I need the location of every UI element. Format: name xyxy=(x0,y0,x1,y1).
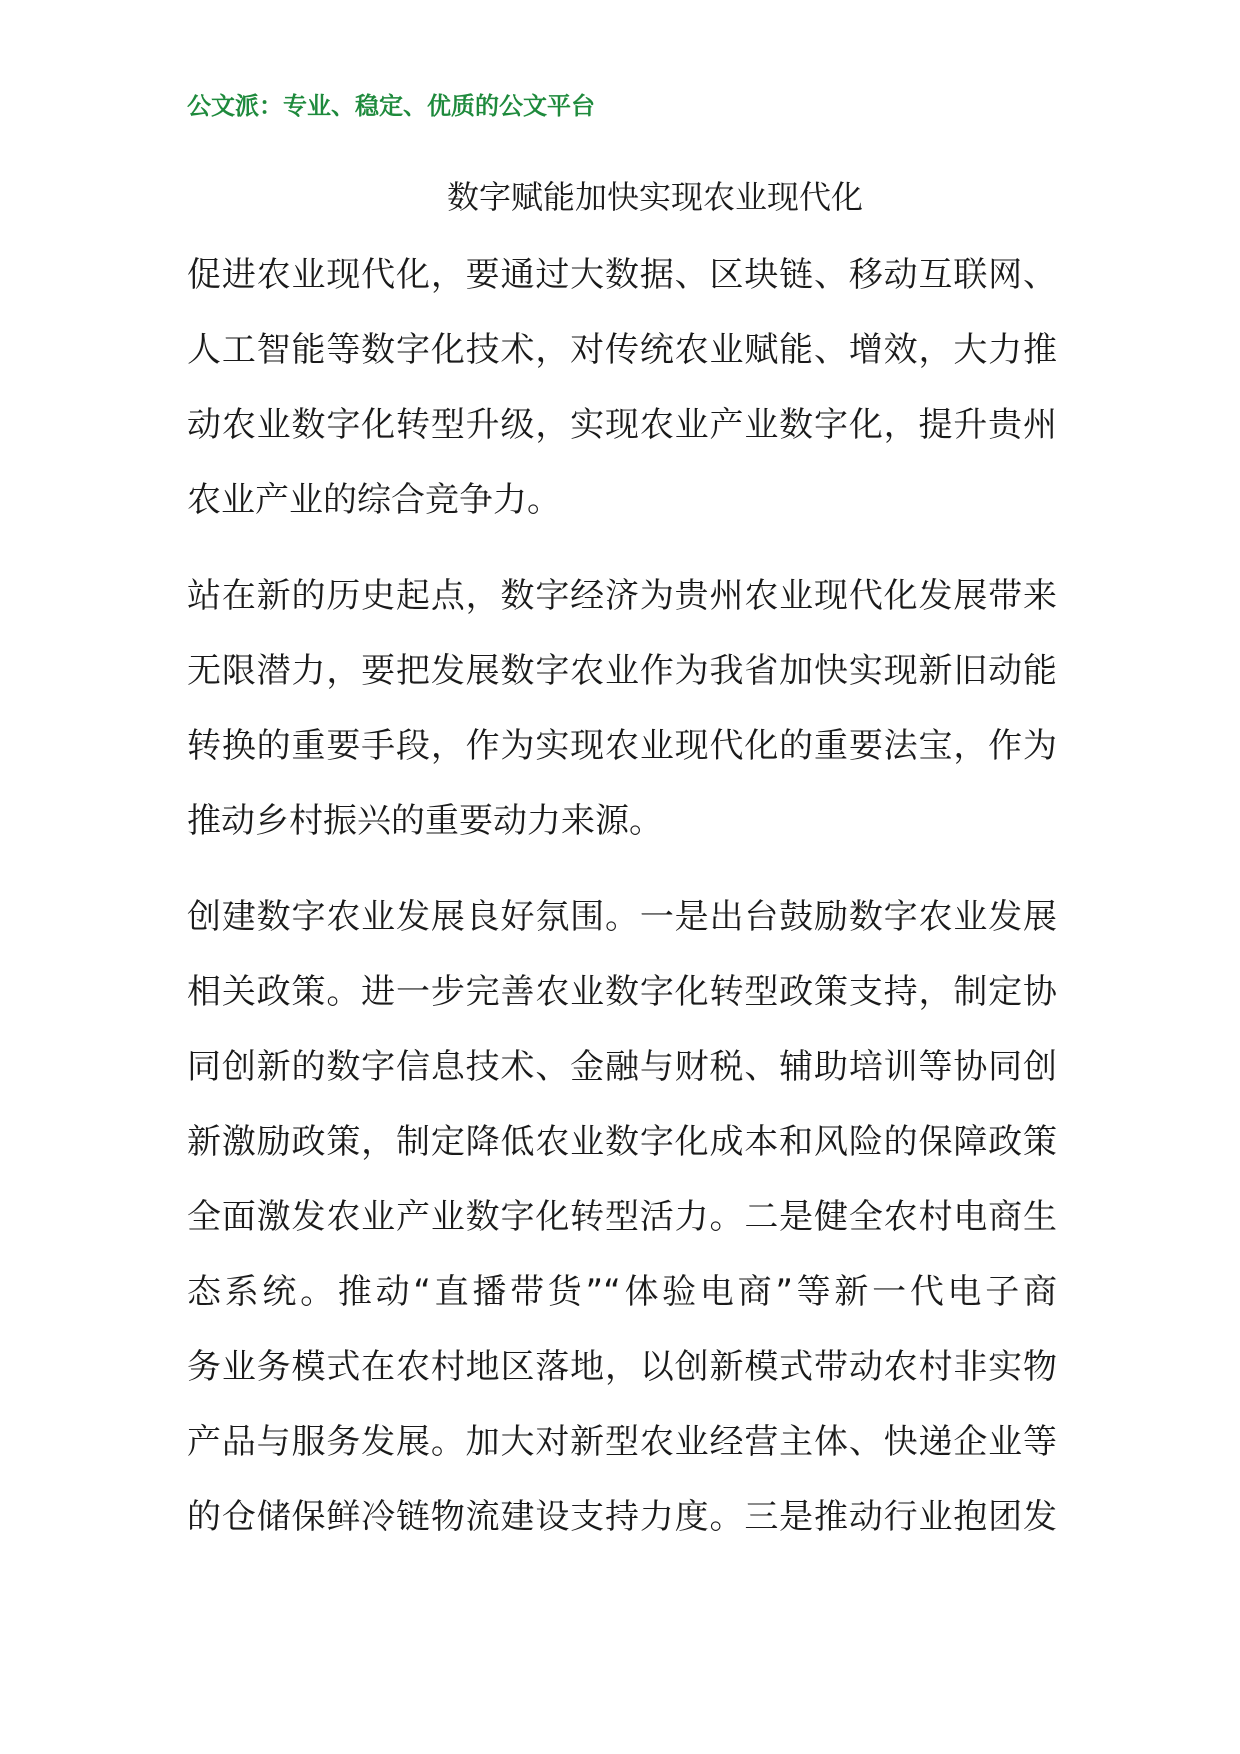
paragraph-line: 农业产业的综合竞争力。 xyxy=(187,480,561,520)
paragraph-line: 人工智能等数字化技术，对传统农业赋能、增效，大力推 xyxy=(187,330,1057,370)
paragraph-line: 创建数字农业发展良好氛围。一是出台鼓励数字农业发展 xyxy=(187,897,1057,937)
document-title: 数字赋能加快实现农业现代化 xyxy=(446,178,863,216)
paragraph-line: 无限潜力，要把发展数字农业作为我省加快实现新旧动能 xyxy=(187,651,1057,691)
paragraph-line: 产品与服务发展。加大对新型农业经营主体、快递企业等 xyxy=(187,1422,1057,1462)
paragraph-line: 同创新的数字信息技术、金融与财税、辅助培训等协同创 xyxy=(187,1047,1057,1087)
paragraph-line: 务业务模式在农村地区落地，以创新模式带动农村非实物 xyxy=(187,1347,1057,1387)
document-body xyxy=(187,238,1057,1576)
paragraph-1 xyxy=(187,238,1057,538)
paragraph-line: 转换的重要手段，作为实现农业现代化的重要法宝，作为 xyxy=(187,726,1057,766)
paragraph-line: 相关政策。进一步完善农业数字化转型政策支持，制定协 xyxy=(187,972,1057,1012)
paragraph-line: 站在新的历史起点，数字经济为贵州农业现代化发展带来 xyxy=(187,576,1057,616)
paragraph-line: 推动乡村振兴的重要动力来源。 xyxy=(187,801,663,841)
paragraph-line: 的仓储保鲜冷链物流建设支持力度。三是推动行业抱团发 xyxy=(187,1497,1057,1537)
paragraph-line: 全面激发农业产业数字化转型活力。二是健全农村电商生 xyxy=(187,1197,1057,1237)
paragraph-line: 促进农业现代化，要通过大数据、区块链、移动互联网、 xyxy=(187,255,1057,295)
paragraph-line: 新激励政策，制定降低农业数字化成本和风险的保障政策 xyxy=(187,1122,1057,1162)
header-brand-text: 公文派：专业、稳定、优质的公文平台 xyxy=(187,92,595,120)
paragraph-line: 动农业数字化转型升级，实现农业产业数字化，提升贵州 xyxy=(187,405,1057,445)
paragraph-2 xyxy=(187,559,1057,859)
paragraph-line: 态系统。推动“直播带货”“体验电商”等新一代电子商 xyxy=(187,1272,1057,1312)
paragraph-3 xyxy=(187,880,1057,1555)
